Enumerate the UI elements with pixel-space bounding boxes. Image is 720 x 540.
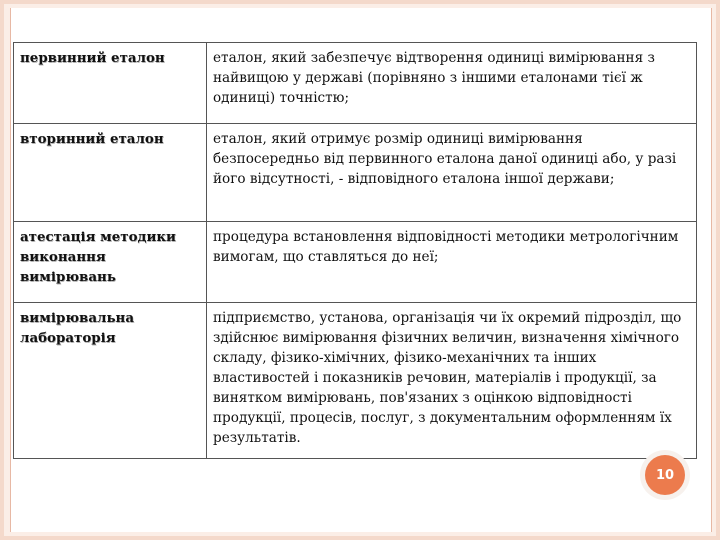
term-cell: вторинний еталон xyxy=(14,124,207,222)
definition-cell: еталон, який забезпечує відтворення одиниці вимірювання з найвищою у державі (порівняно з іншими еталонами тієї ж одиниці) точністю; xyxy=(207,43,697,124)
definition-cell: процедура встановлення відповідності методики метрологічним вимогам, що ставляться до неї; xyxy=(207,222,697,303)
page-number-badge xyxy=(640,450,690,500)
page-number: 10 xyxy=(645,455,685,495)
term-cell: первинний еталон xyxy=(14,43,207,124)
table-row xyxy=(14,303,697,459)
definition-cell: еталон, який отримує розмір одиниці вимірювання безпосередньо від первинного еталона даної одиниці або, у разі його відсутності, - відповідного еталона іншої держави; xyxy=(207,124,697,222)
term-cell: атестація методики виконання вимірювань xyxy=(14,222,207,303)
definition-cell: підприємство, установа, організація чи їх окремий підрозділ, що здійснює вимірювання фізичних величин, визначення хімічного складу, фізико-хімічних, фізико-механічних та інших властивостей і показників речовин, матеріалів і продукції, за винятком вимірювань, пов'язаних з оцінкою відповідності продукції, процесів, послуг, з документальним оформленням їх результатів. xyxy=(207,303,697,459)
definitions-table xyxy=(13,42,697,459)
term-cell: вимірювальна лабораторія xyxy=(14,303,207,459)
table-row xyxy=(14,124,697,222)
slide-content xyxy=(10,8,712,532)
table-row xyxy=(14,43,697,124)
table-row xyxy=(14,222,697,303)
